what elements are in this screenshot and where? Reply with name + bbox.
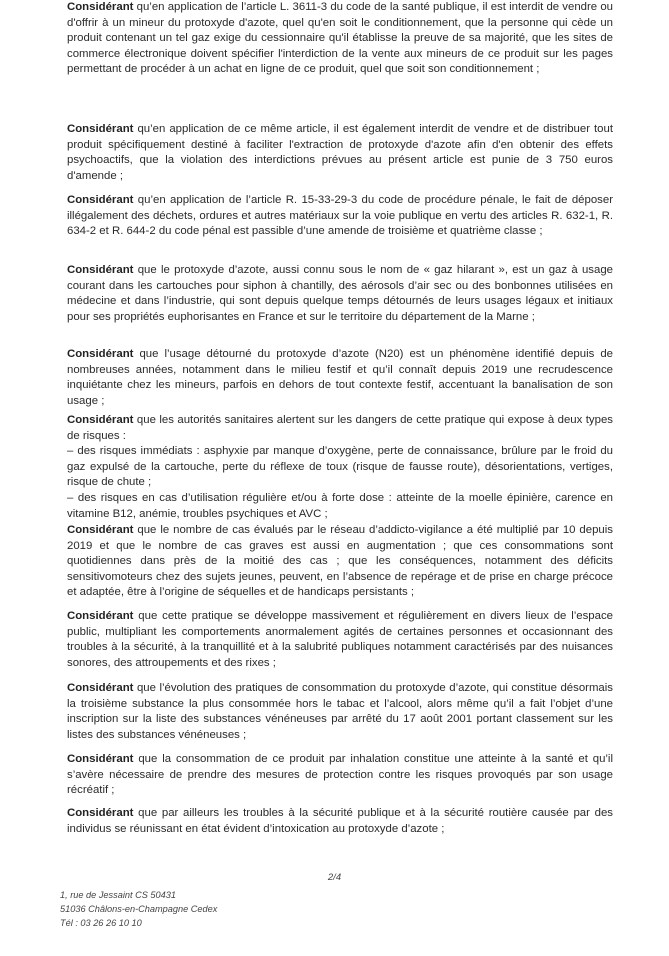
- paragraph: Considérant qu’en application de l’article R. 15-33-29-3 du code de procédure pénale, le fait de déposer illégalement des déchets, ordures et autres matériaux sur la voie publique en vertu des articles R. 632-1, R. 634-2 et R. 644-2 du code pénal est passible d’une amende de troisième et quatrième classe ;: [67, 194, 613, 238]
- lead-word: Considérant: [67, 682, 134, 694]
- lead-word: Considérant: [67, 807, 134, 819]
- paragraph: Considérant que le protoxyde d’azote, aussi connu sous le nom de « gaz hilarant », est un gaz à usage courant dans les cartouches pour siphon à chantilly, des aérosols d’air sec ou des bonbonnes utilisées en médecine et dans l’industrie, qui sont depuis quelque temps détournés de leurs usages légaux et initiaux pour ses propriétés euphorisantes en France et sur le territoire du département de la Marne ;: [67, 264, 613, 323]
- phone-number: Tél : 03 26 26 10 10: [60, 918, 142, 928]
- footer-address: [60, 888, 217, 930]
- paragraph-risks: Considérant que les autorités sanitaires alertent sur les dangers de cette pratique qui expose à deux types de risques : – des risques immédiats : asphyxie par manque d’oxygène, perte de connaissance, brûlure par le froid du gaz expulsé de la cartouche, perte du réflexe de toux (risque de fausse route), désorientations, vertiges, risque de chute ; – des risques en cas d’utilisation régulière et/ou à forte dose : atteinte de la moelle épinière, carence en vitamine B12, anémie, troubles psychiques et AVC ;: [67, 413, 613, 522]
- paragraph: Considérant que l’évolution des pratiques de consommation du protoxyde d’azote, qui constitue désormais la troisième substance la plus consommée hors le tabac et l’alcool, alors même qu’il a fait l’objet d’une inscription sur la liste des substances vénéneuses par arrêté du 17 août 2001 portant classement sur les listes des substances vénéneuses ;: [67, 682, 613, 741]
- lead-word: Considérant: [67, 524, 134, 536]
- paragraph: Considérant que le nombre de cas évalués par le réseau d’addicto-vigilance a été multiplié par 10 depuis 2019 et que le nombre de cas graves est aussi en augmentation ; que ces consommations sont quotidiennes dans près de la moitié des cas ; que les conséquences, notamment des déficits sensitivomoteurs chez des sujets jeunes, peuvent, en l’absence de repérage et de prise en charge précoce et adaptée, être à l’origine de séquelles et de handicaps persistants ;: [67, 524, 613, 599]
- lead-word: Considérant: [67, 1, 134, 13]
- paragraph: Considérant que l’usage détourné du protoxyde d’azote (N20) est un phénomène identifié depuis de nombreuses années, notamment dans le milieu festif et qu’il connaît depuis 2019 une recrudescence inquiétante chez les mineurs, parfois en dehors de tout contexte festif, accentuant la banalisation de son usage ;: [67, 348, 613, 407]
- paragraph: Considérant qu’en application de l’article L. 3611-3 du code de la santé publique, il est interdit de vendre ou d'offrir à un mineur du protoxyde d'azote, quel qu'en soit le conditionnement, que la personne qui cède un produit contenant un tel gaz exige du cessionnaire qu'il établisse la preuve de sa majorité, que les sites de commerce électronique doivent spécifier l'interdiction de la vente aux mineurs de ce produit sur les pages permettant de procéder à un achat en ligne de ce produit, quel que soit son conditionnement ;: [67, 1, 613, 76]
- lead-word: Considérant: [67, 414, 134, 426]
- lead-word: Considérant: [67, 610, 134, 622]
- lead-word: Considérant: [67, 264, 134, 276]
- lead-word: Considérant: [67, 753, 134, 765]
- paragraph: Considérant que par ailleurs les troubles à la sécurité publique et à la sécurité routière causée par des individus se réunissant en état évident d’intoxication au protoxyde d’azote ;: [67, 807, 613, 835]
- lead-word: Considérant: [67, 123, 134, 135]
- paragraph: Considérant que cette pratique se développe massivement et régulièrement en divers lieux de l’espace public, multipliant les comportements anormalement agités de certaines personnes et occasionnant des troubles à la sécurité, à la tranquillité et à la salubrité publiques notamment caractérisés par des nuisances sonores, des attroupements et des rixes ;: [67, 610, 613, 669]
- list-item: – des risques immédiats : asphyxie par manque d’oxygène, perte de connaissance, brûlure par le froid du gaz expulsé de la cartouche, perte du réflexe de toux (risque de fausse route), désorientations, vertiges, risque de chute ;: [67, 445, 613, 489]
- paragraph: Considérant que la consommation de ce produit par inhalation constitue une atteinte à la santé et qu’il s’avère nécessaire de prendre des mesures de protection contre les risques provoqués par son usage récréatif ;: [67, 753, 613, 797]
- address-line: 51036 Châlons-en-Champagne Cedex: [60, 904, 218, 914]
- page-number: 2/4: [327, 872, 342, 883]
- address-line: 1, rue de Jessaint CS 50431: [60, 890, 176, 900]
- list-item: – des risques en cas d’utilisation régulière et/ou à forte dose : atteinte de la moelle épinière, carence en vitamine B12, anémie, troubles psychiques et AVC ;: [67, 491, 613, 520]
- paragraph: Considérant qu’en application de ce même article, il est également interdit de vendre et de distribuer tout produit spécifiquement destiné à faciliter l'extraction de protoxyde d'azote afin d'en obtenir des effets psychoactifs, que la violation des interdictions prévues au présent article est punie de 3 750 euros d'amende ;: [67, 123, 613, 182]
- lead-word: Considérant: [67, 194, 134, 206]
- lead-word: Considérant: [67, 348, 134, 360]
